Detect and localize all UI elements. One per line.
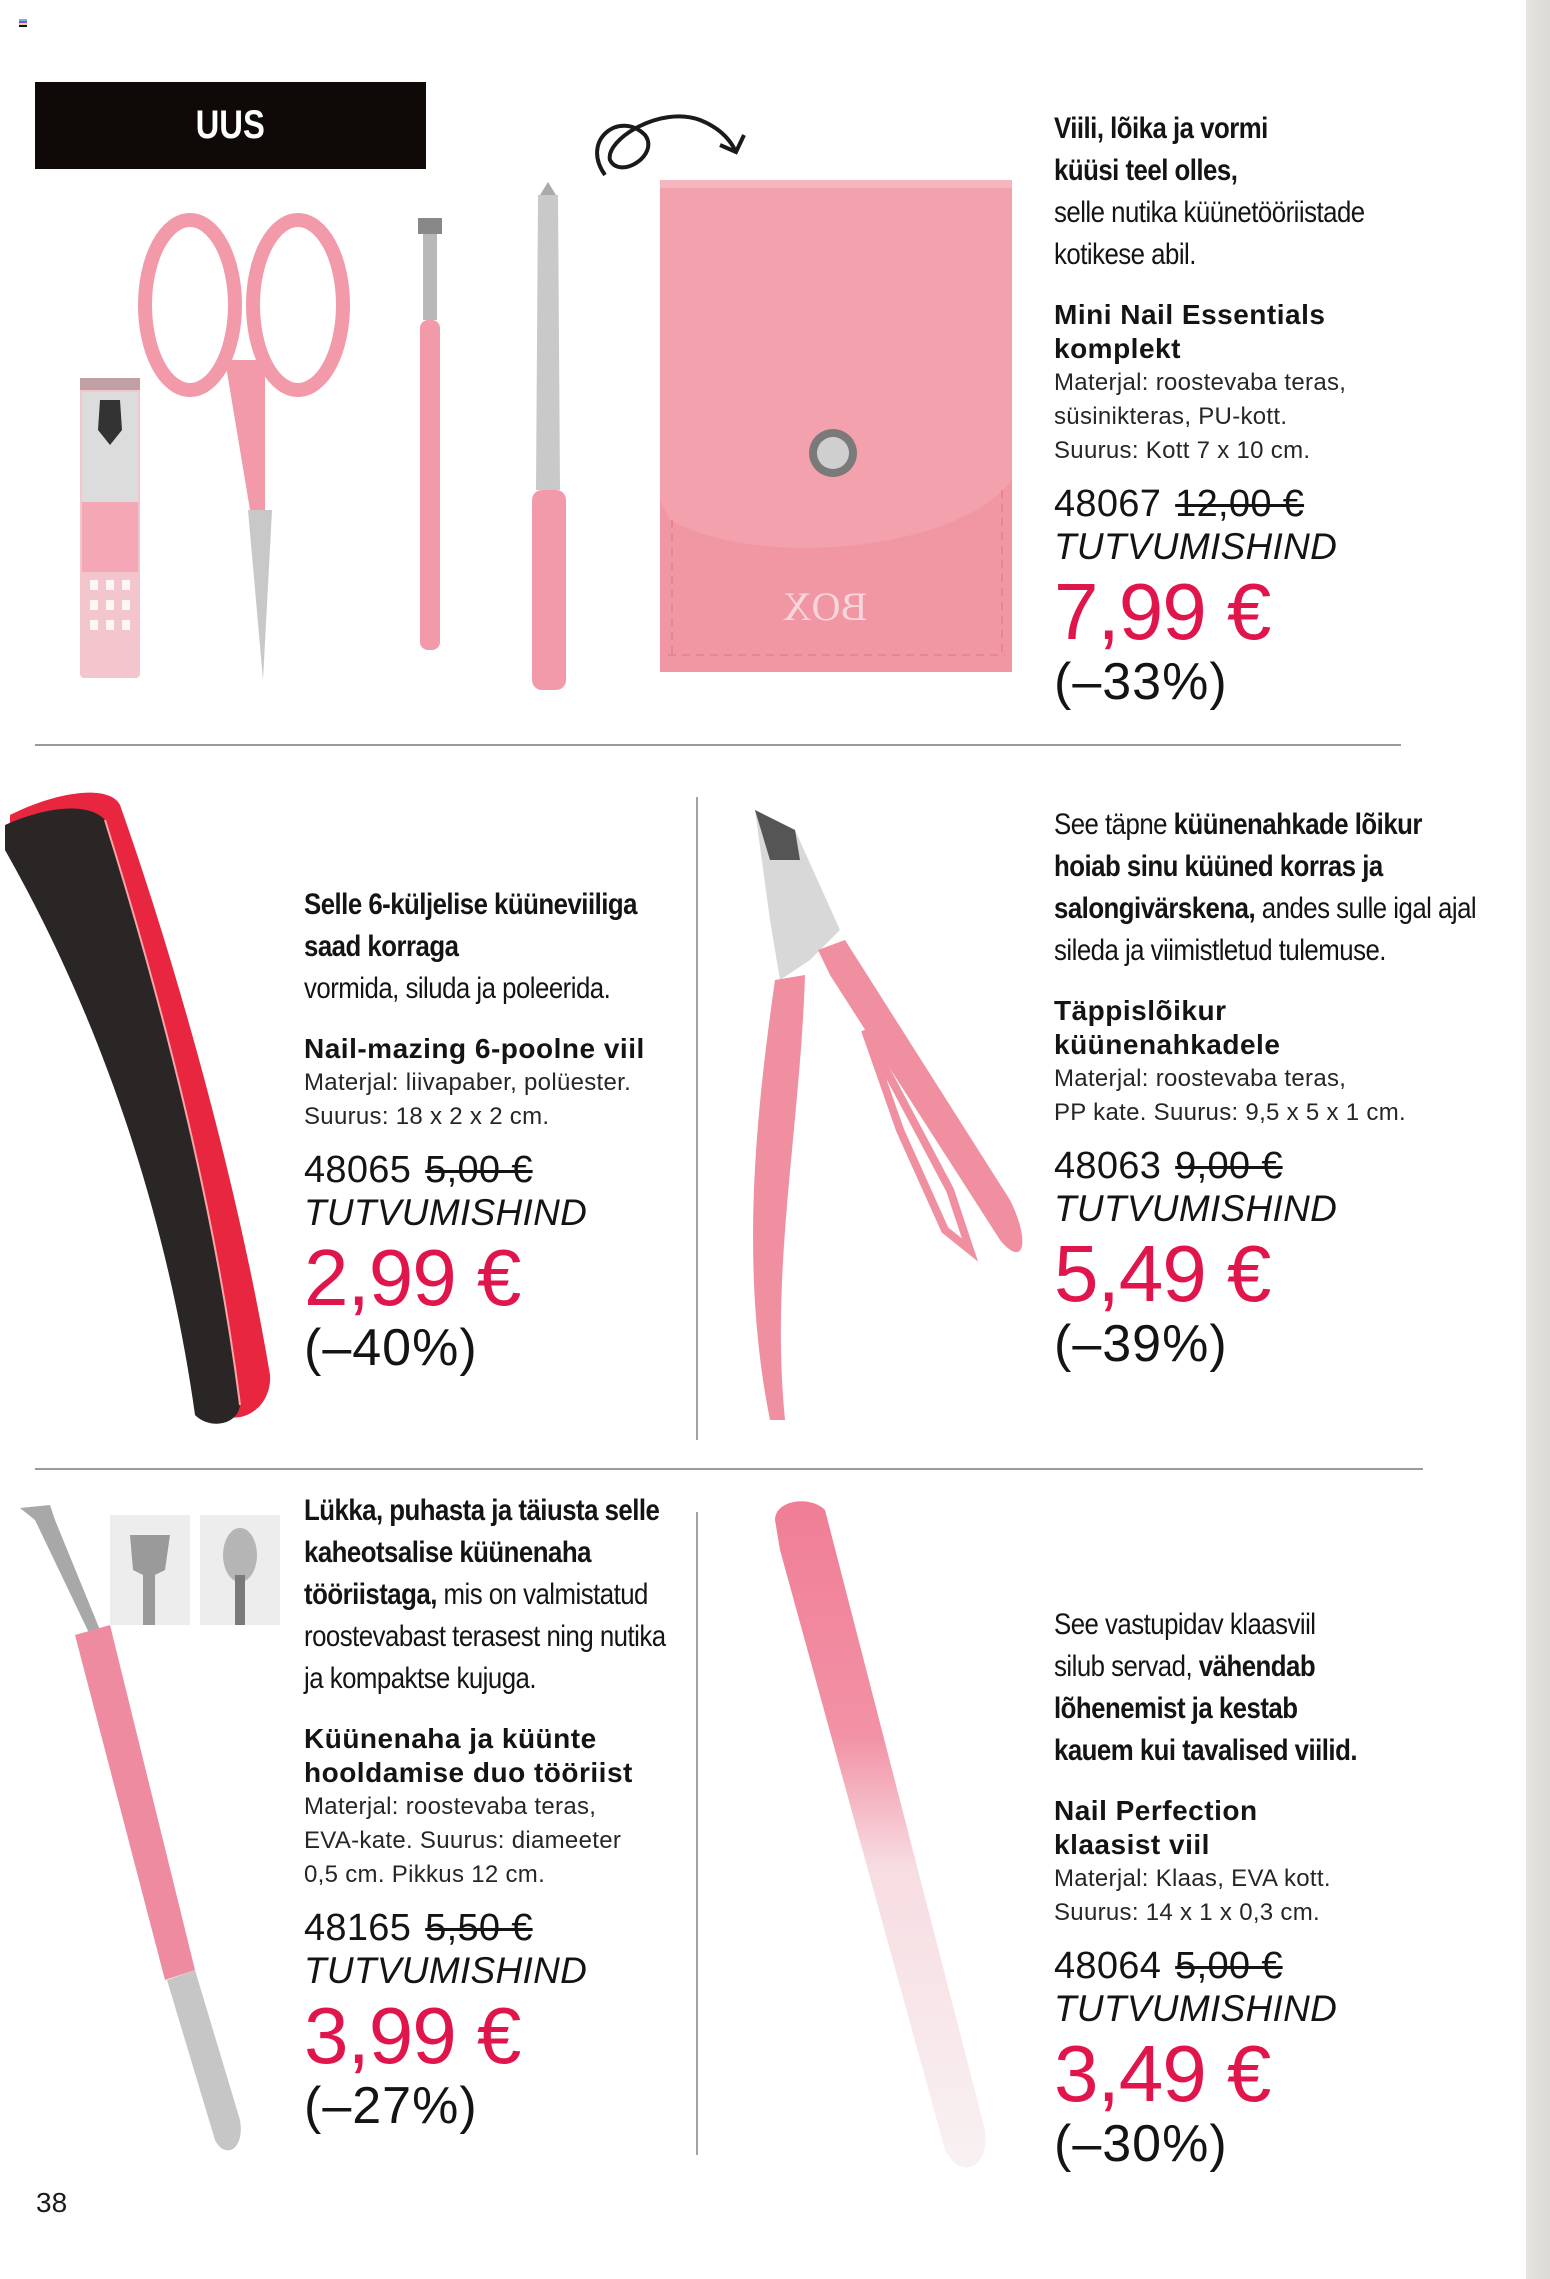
intro-regular: andes sulle igal ajal sileda ja viimistletud tulemuse. [1054, 892, 1477, 967]
product-details [1054, 1862, 1494, 1930]
color-registration-mark-icon [19, 19, 27, 28]
product-details [1054, 1062, 1494, 1130]
page-number: 38 [36, 2187, 68, 2218]
intro-price-label: TUTVUMISHIND [1054, 526, 1338, 567]
product-name: Küünenaha ja küünte hooldamise duo tööriist [304, 1723, 633, 1788]
manicure-set-illustration [60, 100, 1020, 700]
intro-price-label: TUTVUMISHIND [304, 1950, 588, 1991]
detail-line: Materjal: roostevaba teras, [304, 1793, 597, 1820]
product-card-cuticle-duo-tool [304, 1490, 704, 2136]
detail-line: Suurus: 14 x 1 x 0,3 cm. [1054, 1899, 1320, 1926]
detail-line: Materjal: liivapaber, polüester. [304, 1069, 632, 1096]
product-name: Nail Perfection klaasist viil [1054, 1795, 1258, 1860]
detail-line: Suurus: 18 x 2 x 2 cm. [304, 1103, 550, 1130]
product-intro [1054, 108, 1484, 276]
old-price: 5,00 € [1175, 1945, 1283, 1987]
old-price: 9,00 € [1175, 1145, 1283, 1187]
new-price: 7,99 € [1054, 567, 1271, 656]
product-intro [304, 1490, 704, 1700]
product-card-nail-mazing-file [304, 884, 704, 1378]
section-divider-1 [35, 744, 1401, 746]
product-details [304, 1066, 704, 1134]
intro-prefix: See vastupidav klaasviil silub servad, [1054, 1608, 1316, 1683]
intro-bold: küünenahkade lõikur hoiab sinu küüned korras ja salongivärskena, [1054, 808, 1422, 925]
svg-text:BOX: BOX [782, 584, 868, 629]
intro-prefix: See täpne [1054, 808, 1167, 841]
product-card-cuticle-nipper [1054, 804, 1494, 1374]
product-intro [1054, 804, 1494, 972]
new-price: 3,49 € [1054, 2029, 1271, 2118]
new-price: 2,99 € [304, 1233, 521, 1322]
product-name: Mini Nail Essentials komplekt [1054, 299, 1326, 364]
detail-line: süsinikteras, PU-kott. [1054, 403, 1288, 430]
product-name: Täppislõikur küünenahkadele [1054, 995, 1281, 1060]
product-code: 48065 [304, 1149, 412, 1191]
product-code: 48063 [1054, 1145, 1162, 1187]
product-code: 48067 [1054, 483, 1162, 525]
detail-line: PP kate. Suurus: 9,5 x 5 x 1 cm. [1054, 1099, 1406, 1126]
intro-bold: vähendab lõhenemist ja kestab kauem kui tavalised viilid. [1054, 1650, 1357, 1767]
curved-nail-file-illustration [0, 775, 290, 1435]
code-row [1054, 482, 1484, 526]
product-image-curved-file [0, 775, 290, 1435]
intro-regular: mis on valmistatud roostevabast terasest ning nutika ja kompaktse kujuga. [304, 1578, 666, 1695]
discount-percent: (–40%) [304, 1319, 478, 1377]
section-divider-2 [35, 1468, 1423, 1470]
product-name: Nail-mazing 6-poolne viil [304, 1033, 645, 1064]
detail-line: Materjal: roostevaba teras, [1054, 369, 1347, 396]
intro-bold: Selle 6-küljelise küüneviiliga saad korraga [304, 888, 637, 963]
page-edge-strip [1526, 0, 1550, 2279]
glass-nail-file-illustration [760, 1490, 1020, 2190]
cuticle-pusher-illustration [15, 1500, 285, 2200]
code-row [1054, 1144, 1494, 1188]
intro-regular: vormida, siluda ja poleerida. [304, 972, 611, 1005]
detail-line: Materjal: roostevaba teras, [1054, 1065, 1347, 1092]
detail-line: Materjal: Klaas, EVA kott. [1054, 1865, 1331, 1892]
new-price: 5,49 € [1054, 1229, 1271, 1318]
intro-regular: selle nutika küünetööriistade kotikese abil. [1054, 196, 1365, 271]
cuticle-nipper-illustration [700, 800, 1040, 1440]
new-price: 3,99 € [304, 1991, 521, 2080]
product-code: 48064 [1054, 1945, 1162, 1987]
product-intro [304, 884, 704, 1010]
detail-line: 0,5 cm. Pikkus 12 cm. [304, 1861, 546, 1888]
product-code: 48165 [304, 1907, 412, 1949]
detail-line: EVA-kate. Suurus: diameeter [304, 1827, 622, 1854]
code-row [304, 1148, 704, 1192]
discount-percent: (–33%) [1054, 653, 1228, 711]
product-image-glass-file [760, 1490, 1020, 2190]
intro-price-label: TUTVUMISHIND [1054, 1988, 1338, 2029]
detail-line: Suurus: Kott 7 x 10 cm. [1054, 437, 1311, 464]
product-intro [1054, 1604, 1494, 1772]
intro-price-label: TUTVUMISHIND [1054, 1188, 1338, 1229]
product-details [304, 1790, 704, 1892]
intro-bold: Viili, lõika ja vormi küüsi teel olles, [1054, 112, 1268, 187]
new-badge-label: UUS [195, 103, 266, 147]
discount-percent: (–27%) [304, 2077, 478, 2135]
product-card-mini-nail-essentials [1054, 108, 1484, 712]
product-image-manicure-set [60, 100, 1020, 700]
product-image-cuticle-pusher [15, 1500, 285, 2200]
product-card-glass-file [1054, 1604, 1494, 2174]
discount-percent: (–30%) [1054, 2115, 1228, 2173]
product-image-cuticle-nipper [700, 800, 1040, 1440]
intro-price-label: TUTVUMISHIND [304, 1192, 588, 1233]
product-details [1054, 366, 1484, 468]
old-price: 5,50 € [425, 1907, 533, 1949]
curly-arrow-icon [597, 116, 735, 175]
code-row [1054, 1944, 1494, 1988]
discount-percent: (–39%) [1054, 1315, 1228, 1373]
intro-bold: Lükka, puhasta ja täiusta selle kaheotsalise küünenaha tööriistaga, [304, 1494, 660, 1611]
old-price: 12,00 € [1175, 483, 1305, 525]
old-price: 5,00 € [425, 1149, 533, 1191]
code-row [304, 1906, 704, 1950]
